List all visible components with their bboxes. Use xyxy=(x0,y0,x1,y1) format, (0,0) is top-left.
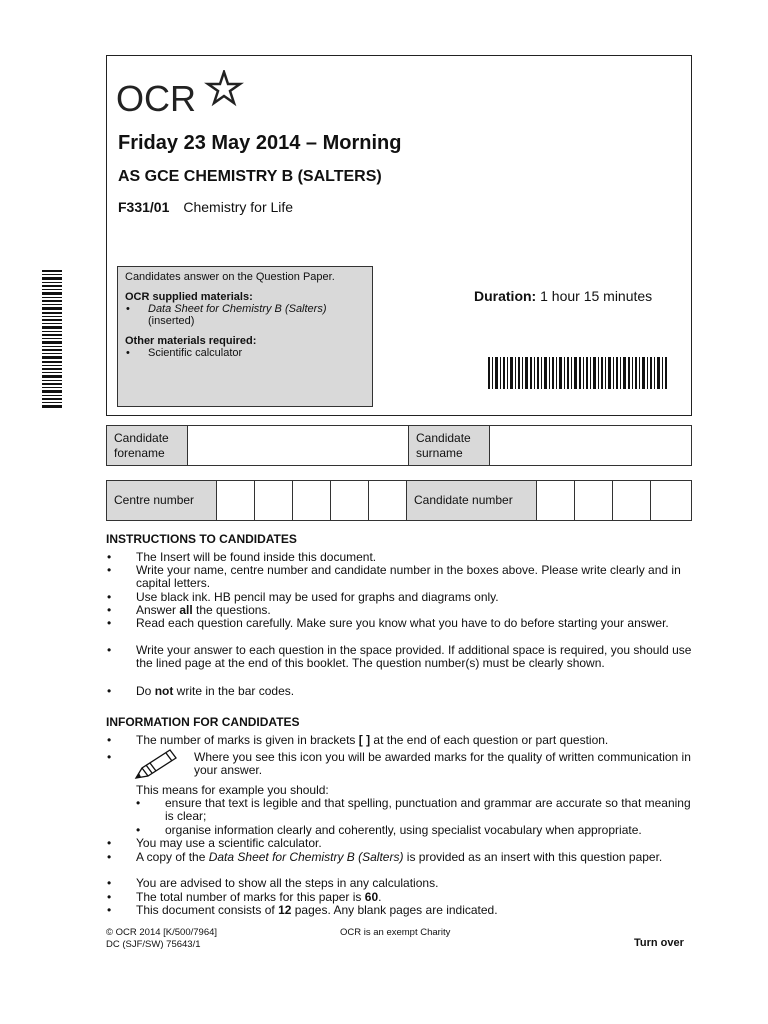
exam-date-title: Friday 23 May 2014 – Morning xyxy=(118,132,402,154)
information-item: • You may use a scientific calculator. xyxy=(107,836,322,850)
other-materials-item: • Scientific calculator xyxy=(126,347,243,359)
candidate-name-table xyxy=(106,425,692,466)
information-item: This means for example you should: xyxy=(136,783,329,797)
turn-over-label: Turn over xyxy=(634,937,684,949)
side-barcode xyxy=(30,270,62,410)
instruction-item: • Write your answer to each question in the space provided. If additional space is required, you should use the lined page at the end of this booklet. The question number(s) must be clearly shown. xyxy=(107,643,692,670)
centre-number-box[interactable] xyxy=(255,481,293,521)
instruction-item: • The Insert will be found inside this document. xyxy=(107,550,377,564)
answer-on-paper-note: Candidates answer on the Question Paper. xyxy=(125,271,335,283)
duration-label: Duration: xyxy=(474,288,537,304)
supplied-materials-heading: OCR supplied materials: xyxy=(125,291,253,303)
centre-number-box[interactable] xyxy=(217,481,255,521)
other-materials-heading: Other materials required: xyxy=(125,335,257,347)
candidate-number-box[interactable] xyxy=(651,481,692,521)
supplied-materials-note: (inserted) xyxy=(148,315,195,327)
candidate-number-box[interactable] xyxy=(575,481,613,521)
candidate-number-box[interactable] xyxy=(613,481,651,521)
exam-subject: AS GCE CHEMISTRY B (SALTERS) xyxy=(118,168,382,185)
information-item: • A copy of the Data Sheet for Chemistry B (Salters) is provided as an insert with this question paper. xyxy=(107,850,663,864)
instruction-item: • Use black ink. HB pencil may be used for graphs and diagrams only. xyxy=(107,590,499,604)
pencil-icon xyxy=(132,748,180,782)
information-subitem: • ensure that text is legible and that spelling, punctuation and grammar are accurate so that meaning is clear; xyxy=(136,796,691,823)
centre-number-box[interactable] xyxy=(293,481,331,521)
footer-copyright: © OCR 2014 [K/500/7964] xyxy=(106,927,218,938)
centre-number-label: Centre number xyxy=(107,481,217,521)
materials-box xyxy=(117,266,373,407)
instruction-item: • Write your name, centre number and candidate number in the boxes above. Please write clearly and in capital letters. xyxy=(107,563,681,590)
information-heading: INFORMATION FOR CANDIDATES xyxy=(106,715,300,729)
footer-charity: OCR is an exempt Charity xyxy=(340,927,451,938)
instruction-item: • Answer all the questions. xyxy=(107,603,271,617)
candidate-number-table xyxy=(106,480,692,521)
information-item: • This document consists of 12 pages. Any blank pages are indicated. xyxy=(107,903,498,917)
instruction-item: • Read each question carefully. Make sure you know what you have to do before starting your answer. xyxy=(107,616,669,630)
instruction-item: • Do not write in the bar codes. xyxy=(107,684,295,698)
information-subitem: • organise information clearly and coherently, using specialist vocabulary when appropriate. xyxy=(136,823,642,837)
candidate-number-box[interactable] xyxy=(537,481,575,521)
forename-label: Candidate forename xyxy=(107,426,188,466)
paper-code: F331/01 xyxy=(118,199,170,215)
information-item: • The number of marks is given in brackets [ ] at the end of each question or part question. xyxy=(107,733,609,747)
paper-name: Chemistry for Life xyxy=(183,199,294,215)
centre-number-box[interactable] xyxy=(331,481,369,521)
duration-value: 1 hour 15 minutes xyxy=(540,288,653,304)
surname-field[interactable] xyxy=(490,426,692,466)
main-barcode xyxy=(488,357,668,399)
candidate-number-label: Candidate number xyxy=(407,481,537,521)
information-item: • You are advised to show all the steps in any calculations. xyxy=(107,876,439,890)
information-item: • The total number of marks for this paper is 60. xyxy=(107,890,382,904)
instructions-heading: INSTRUCTIONS TO CANDIDATES xyxy=(106,532,297,546)
surname-label: Candidate surname xyxy=(409,426,490,466)
duration xyxy=(474,288,652,304)
centre-number-box[interactable] xyxy=(369,481,407,521)
information-item: • Where you see this icon you will be awarded marks for the quality of written communication in your answer. xyxy=(107,750,691,777)
paper-code-row xyxy=(118,199,293,215)
ocr-logo-text: OCR xyxy=(116,78,196,119)
forename-field[interactable] xyxy=(188,426,409,466)
footer-ref: DC (SJF/SW) 75643/1 xyxy=(106,939,201,950)
supplied-materials-item: • Data Sheet for Chemistry B (Salters) xyxy=(126,303,327,315)
ocr-logo xyxy=(116,70,246,120)
